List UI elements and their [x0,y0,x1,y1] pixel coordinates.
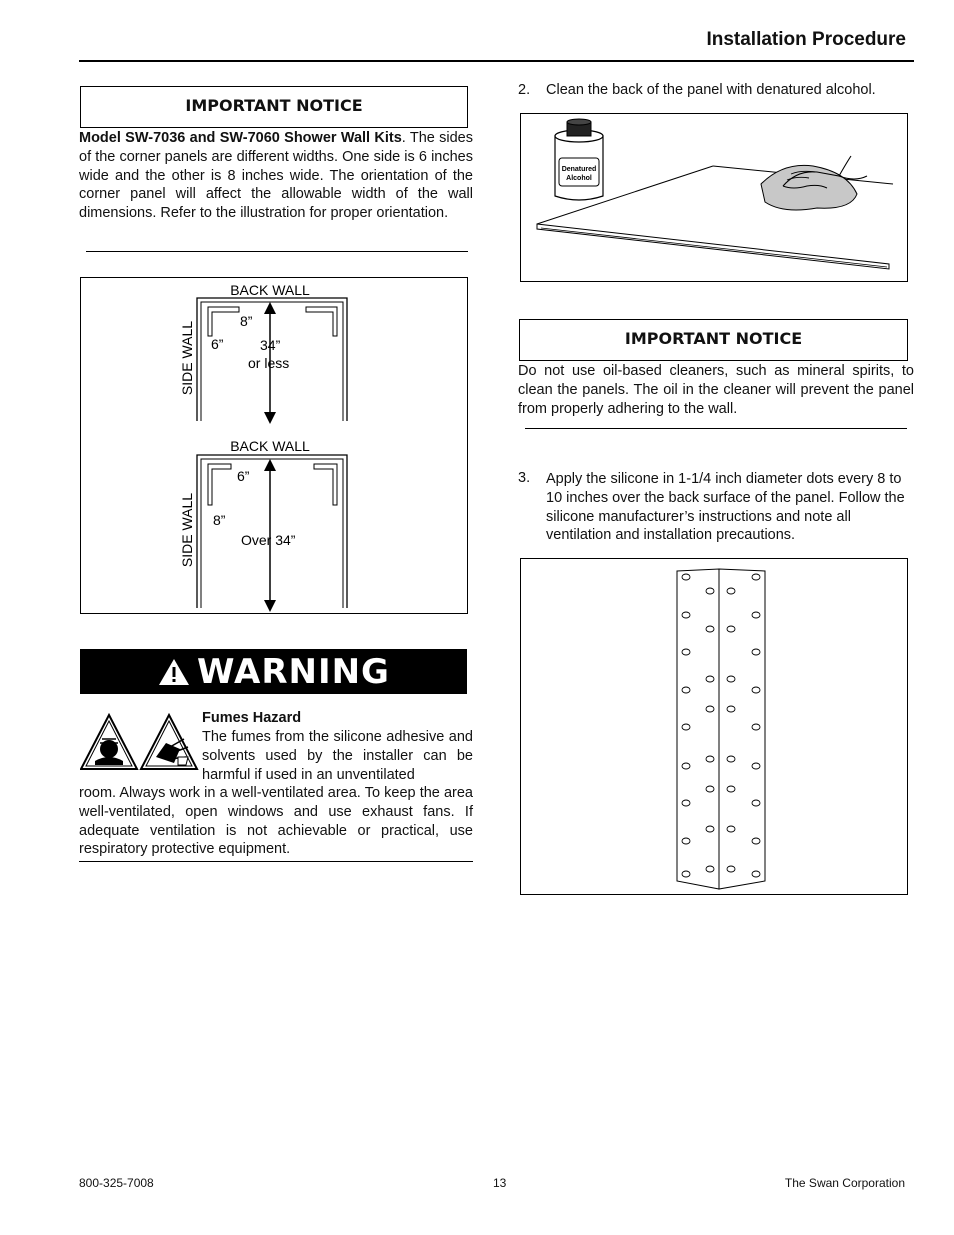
warning-label: WARNING [197,651,390,692]
step-3-number: 3. [518,470,531,486]
silicone-dot [706,588,714,594]
dim-6-bottom: 6” [237,468,250,484]
silicone-dot [752,871,760,877]
page-title: Installation Procedure [706,29,906,50]
silicone-dot [752,763,760,769]
silicone-dot [752,649,760,655]
silicone-dot [727,786,735,792]
silicone-dots-svg [521,559,907,894]
fumes-hazard-icons [80,713,200,771]
side-wall-label-bottom: SIDE WALL [179,492,195,568]
silicone-dot [682,800,690,806]
silicone-dots-illustration [520,558,908,895]
footer-phone: 800-325-7008 [79,1176,154,1190]
respirator-icon [141,715,197,769]
warning-banner [80,649,467,694]
notice-paragraph [79,129,473,223]
silicone-dot [682,574,690,580]
silicone-dot [682,649,690,655]
cleaning-illustration [520,113,908,282]
corner-panel-left-top [208,307,239,336]
silicone-dot [727,756,735,762]
important-notice-box [80,86,468,128]
silicone-dot [706,626,714,632]
width-34-label: 34” [260,337,281,353]
silicone-dot [706,706,714,712]
silicone-dot [727,826,735,832]
important-notice-box-2 [519,319,908,361]
dim-6-top: 6” [211,336,224,352]
corner-panel-right-bottom [314,464,337,505]
silicone-dot [752,724,760,730]
silicone-dot [727,588,735,594]
warning-bottom-rule [79,861,473,862]
silicone-dot [727,866,735,872]
dim-8-top: 8” [240,313,253,329]
silicone-dot [682,724,690,730]
corner-panel-left-bottom [208,464,231,505]
back-wall-label-bottom: BACK WALL [230,438,310,454]
header-rule [79,60,914,62]
width-over-34-label: Over 34” [241,532,296,548]
cloth-and-hand-icon [761,156,867,210]
width-or-less-label: or less [248,355,290,371]
corner-panel-diagram [80,277,468,614]
notice-2-rule [525,428,907,429]
silicone-dot [682,763,690,769]
silicone-dot [752,838,760,844]
silicone-dot [752,612,760,618]
footer-company: The Swan Corporation [784,1176,905,1190]
silicone-dot [727,626,735,632]
can-label-line-2: Alcohol [566,175,592,182]
silicone-dot [706,786,714,792]
side-wall-label-top: SIDE WALL [179,320,195,396]
step-3-text: Apply the silicone in 1-1/4 inch diameter dots every 8 to 10 inches over the back surface of the panel. Follow the silicone manufacturer’s instructions and note all ventilation and installation precautions. [546,471,905,544]
back-wall-label-top: BACK WALL [230,282,310,298]
silicone-dot [752,800,760,806]
important-notice-title: IMPORTANT NOTICE [185,96,363,115]
toxic-fumes-icon [81,715,137,769]
section-rule [86,251,468,252]
silicone-dot [706,826,714,832]
fumes-hazard-title: Fumes Hazard [202,710,302,726]
cleaning-svg [521,114,907,281]
silicone-dot [682,871,690,877]
silicone-dot [706,676,714,682]
silicone-dot [752,574,760,580]
silicone-dot [706,866,714,872]
step-2-text: Clean the back of the panel with denatured alcohol. [546,82,876,98]
notice-2-paragraph: Do not use oil-based cleaners, such as mineral spirits, to clean the panels. The oil in the cleaner will prevent the panel from properly adhering to the wall. [518,363,914,417]
silicone-dot [682,838,690,844]
panel-edge [537,224,889,269]
can-label-line-1: Denatured [561,166,597,173]
corner-panel-right-top [306,307,337,336]
hazard-text-full: room. Always work in a well-ventilated area. To keep the area well-ventilated, open windows and use exhaust fans. If adequate ventilation is not achievable or practical, use respiratory protective equipment. [79,785,473,858]
silicone-dot [682,612,690,618]
important-notice-title-2: IMPORTANT NOTICE [624,329,803,348]
footer-page-number: 13 [493,1176,507,1190]
silicone-dot [706,756,714,762]
silicone-dot [727,676,735,682]
corner-panel-svg [81,278,467,613]
alcohol-can-icon [555,119,603,200]
hazard-text-wrapped: The fumes from the silicone adhesive and solvents used by the installer can be harmful if used in an unventilated [202,729,473,783]
model-lead: Model SW-7036 and SW-7060 Shower Wall Kits [79,130,402,146]
step-2-number: 2. [518,82,531,98]
dim-8-bottom: 8” [213,512,226,528]
silicone-dot [682,687,690,693]
notice-body: . The sides of the corner panels are different widths. One side is 6 inches wide and the other is 8 inches wide. The orientation of the corner panel will affect the allowable width of the wall dimensions. Refer to the illustration for proper orientation. [79,130,473,222]
silicone-dot [752,687,760,693]
silicone-dot [727,706,735,712]
warning-triangle-icon [157,657,191,687]
